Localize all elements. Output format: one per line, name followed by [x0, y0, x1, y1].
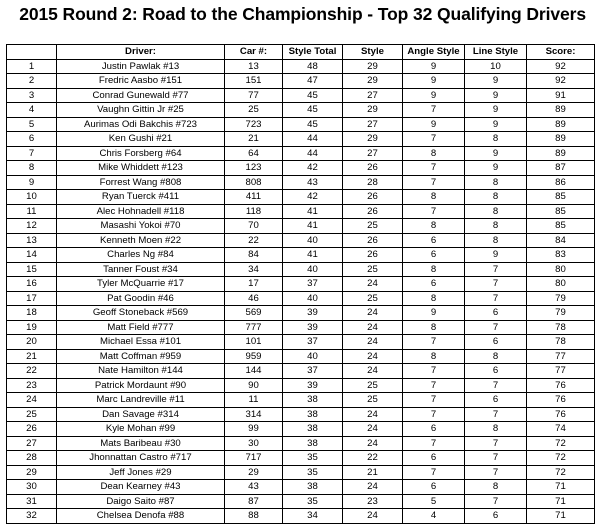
- table-row: [7, 175, 595, 190]
- line-style-cell: 8: [465, 175, 527, 190]
- line-style-cell: 9: [465, 248, 527, 263]
- table-row: [7, 436, 595, 451]
- rank-cell: 26: [7, 422, 57, 437]
- table-row: [7, 422, 595, 437]
- style-cell: 24: [343, 422, 403, 437]
- car-number-cell: 13: [225, 59, 283, 74]
- car-number-cell: 87: [225, 494, 283, 509]
- rank-cell: 1: [7, 59, 57, 74]
- style-total-cell: 34: [283, 509, 343, 524]
- rank-cell: 30: [7, 480, 57, 495]
- style-total-cell: 41: [283, 248, 343, 263]
- car-number-cell: 11: [225, 393, 283, 408]
- car-number-cell: 17: [225, 277, 283, 292]
- style-total-cell: 40: [283, 349, 343, 364]
- line-style-cell: 9: [465, 117, 527, 132]
- angle-style-cell: 7: [403, 175, 465, 190]
- table-row: [7, 378, 595, 393]
- car-number-cell: 77: [225, 88, 283, 103]
- line-style-header: Line Style: [465, 45, 527, 60]
- angle-style-cell: 7: [403, 436, 465, 451]
- angle-style-cell: 8: [403, 291, 465, 306]
- rank-cell: 18: [7, 306, 57, 321]
- style-cell: 21: [343, 465, 403, 480]
- table-row: [7, 349, 595, 364]
- car-number-cell: 569: [225, 306, 283, 321]
- score-cell: 89: [527, 146, 595, 161]
- rank-cell: 12: [7, 219, 57, 234]
- score-cell: 74: [527, 422, 595, 437]
- table-row: [7, 161, 595, 176]
- driver-cell: Chelsea Denofa #88: [57, 509, 225, 524]
- score-cell: 79: [527, 291, 595, 306]
- driver-cell: Tyler McQuarrie #17: [57, 277, 225, 292]
- style-cell: 26: [343, 190, 403, 205]
- style-cell: 23: [343, 494, 403, 509]
- table-row: [7, 59, 595, 74]
- score-cell: 72: [527, 465, 595, 480]
- car-number-cell: 723: [225, 117, 283, 132]
- score-cell: 77: [527, 364, 595, 379]
- style-cell: 27: [343, 88, 403, 103]
- style-total-cell: 38: [283, 407, 343, 422]
- angle-style-cell: 6: [403, 277, 465, 292]
- score-cell: 72: [527, 451, 595, 466]
- score-cell: 92: [527, 74, 595, 89]
- angle-style-cell: 5: [403, 494, 465, 509]
- style-cell: 28: [343, 175, 403, 190]
- driver-cell: Vaughn Gittin Jr #25: [57, 103, 225, 118]
- score-cell: 71: [527, 509, 595, 524]
- driver-cell: Mats Baribeau #30: [57, 436, 225, 451]
- rank-cell: 2: [7, 74, 57, 89]
- driver-cell: Jeff Jones #29: [57, 465, 225, 480]
- style-cell: 22: [343, 451, 403, 466]
- car-number-cell: 46: [225, 291, 283, 306]
- car-number-cell: 959: [225, 349, 283, 364]
- driver-cell: Nate Hamilton #144: [57, 364, 225, 379]
- car-number-cell: 99: [225, 422, 283, 437]
- table-row: [7, 480, 595, 495]
- style-total-cell: 45: [283, 117, 343, 132]
- rank-cell: 11: [7, 204, 57, 219]
- driver-cell: Jhonnattan Castro #717: [57, 451, 225, 466]
- line-style-cell: 9: [465, 146, 527, 161]
- angle-style-cell: 7: [403, 103, 465, 118]
- angle-style-cell: 7: [403, 393, 465, 408]
- style-cell: 24: [343, 277, 403, 292]
- rank-cell: 23: [7, 378, 57, 393]
- car-number-cell: 84: [225, 248, 283, 263]
- style-total-cell: 47: [283, 74, 343, 89]
- angle-style-cell: 8: [403, 219, 465, 234]
- line-style-cell: 8: [465, 204, 527, 219]
- style-total-cell: 42: [283, 161, 343, 176]
- style-cell: 26: [343, 161, 403, 176]
- car-number-cell: 34: [225, 262, 283, 277]
- angle-style-cell: 9: [403, 74, 465, 89]
- style-cell: 29: [343, 132, 403, 147]
- table-row: [7, 277, 595, 292]
- rank-cell: 32: [7, 509, 57, 524]
- rank-header: [7, 45, 57, 60]
- style-total-cell: 35: [283, 494, 343, 509]
- rank-cell: 25: [7, 407, 57, 422]
- style-total-cell: 37: [283, 364, 343, 379]
- style-total-cell: 38: [283, 422, 343, 437]
- rank-cell: 29: [7, 465, 57, 480]
- style-header: Style: [343, 45, 403, 60]
- line-style-cell: 8: [465, 480, 527, 495]
- style-total-cell: 44: [283, 146, 343, 161]
- angle-style-cell: 7: [403, 378, 465, 393]
- driver-cell: Forrest Wang #808: [57, 175, 225, 190]
- car-number-cell: 717: [225, 451, 283, 466]
- rank-cell: 27: [7, 436, 57, 451]
- driver-cell: Marc Landreville #11: [57, 393, 225, 408]
- driver-cell: Pat Goodin #46: [57, 291, 225, 306]
- score-cell: 78: [527, 335, 595, 350]
- driver-cell: Justin Pawlak #13: [57, 59, 225, 74]
- line-style-cell: 8: [465, 422, 527, 437]
- style-cell: 24: [343, 480, 403, 495]
- style-cell: 26: [343, 248, 403, 263]
- rank-cell: 14: [7, 248, 57, 263]
- table-row: [7, 248, 595, 263]
- score-cell: 87: [527, 161, 595, 176]
- car-number-cell: 43: [225, 480, 283, 495]
- rank-cell: 6: [7, 132, 57, 147]
- line-style-cell: 9: [465, 161, 527, 176]
- score-cell: 89: [527, 132, 595, 147]
- score-cell: 80: [527, 262, 595, 277]
- angle-style-cell: 7: [403, 161, 465, 176]
- rank-cell: 9: [7, 175, 57, 190]
- style-total-cell: 45: [283, 103, 343, 118]
- style-total-cell: 38: [283, 393, 343, 408]
- angle-style-cell: 9: [403, 88, 465, 103]
- style-total-cell: 37: [283, 335, 343, 350]
- driver-cell: Dan Savage #314: [57, 407, 225, 422]
- car-number-cell: 777: [225, 320, 283, 335]
- line-style-cell: 6: [465, 364, 527, 379]
- score-cell: 85: [527, 204, 595, 219]
- style-total-cell: 37: [283, 277, 343, 292]
- line-style-cell: 7: [465, 436, 527, 451]
- rank-cell: 5: [7, 117, 57, 132]
- line-style-cell: 8: [465, 190, 527, 205]
- angle-style-cell: 9: [403, 306, 465, 321]
- style-total-cell: 35: [283, 451, 343, 466]
- style-cell: 24: [343, 364, 403, 379]
- table-row: [7, 117, 595, 132]
- style-cell: 25: [343, 219, 403, 234]
- style-total-cell: 40: [283, 233, 343, 248]
- style-cell: 24: [343, 509, 403, 524]
- driver-cell: Aurimas Odi Bakchis #723: [57, 117, 225, 132]
- score-cell: 71: [527, 494, 595, 509]
- rank-cell: 20: [7, 335, 57, 350]
- line-style-cell: 7: [465, 378, 527, 393]
- line-style-cell: 7: [465, 494, 527, 509]
- style-total-cell: 38: [283, 480, 343, 495]
- rank-cell: 8: [7, 161, 57, 176]
- style-total-cell: 39: [283, 320, 343, 335]
- table-row: [7, 306, 595, 321]
- driver-cell: Masashi Yokoi #70: [57, 219, 225, 234]
- style-total-cell: 35: [283, 465, 343, 480]
- angle-style-cell: 6: [403, 480, 465, 495]
- car-number-cell: 123: [225, 161, 283, 176]
- score-cell: 83: [527, 248, 595, 263]
- style-cell: 24: [343, 436, 403, 451]
- driver-cell: Conrad Gunewald #77: [57, 88, 225, 103]
- table-row: [7, 320, 595, 335]
- car-number-cell: 70: [225, 219, 283, 234]
- line-style-cell: 9: [465, 103, 527, 118]
- driver-cell: Matt Coffman #959: [57, 349, 225, 364]
- driver-cell: Patrick Mordaunt #90: [57, 378, 225, 393]
- rank-cell: 3: [7, 88, 57, 103]
- table-row: [7, 262, 595, 277]
- table-row: [7, 494, 595, 509]
- table-row: [7, 451, 595, 466]
- car-number-cell: 808: [225, 175, 283, 190]
- table-row: [7, 219, 595, 234]
- angle-style-cell: 9: [403, 59, 465, 74]
- line-style-cell: 8: [465, 132, 527, 147]
- style-cell: 26: [343, 204, 403, 219]
- style-total-cell: 48: [283, 59, 343, 74]
- line-style-cell: 6: [465, 393, 527, 408]
- rank-cell: 16: [7, 277, 57, 292]
- car-number-cell: 101: [225, 335, 283, 350]
- driver-cell: Charles Ng #84: [57, 248, 225, 263]
- driver-cell: Fredric Aasbo #151: [57, 74, 225, 89]
- table-row: [7, 146, 595, 161]
- style-cell: 26: [343, 233, 403, 248]
- style-total-cell: 42: [283, 190, 343, 205]
- table-row: [7, 204, 595, 219]
- line-style-cell: 7: [465, 320, 527, 335]
- car-number-cell: 411: [225, 190, 283, 205]
- angle-style-cell: 6: [403, 422, 465, 437]
- car-number-cell: 30: [225, 436, 283, 451]
- driver-cell: Ryan Tuerck #411: [57, 190, 225, 205]
- score-header: Score:: [527, 45, 595, 60]
- score-cell: 84: [527, 233, 595, 248]
- car-number-cell: 25: [225, 103, 283, 118]
- page-title: 2015 Round 2: Road to the Championship - Top 32 Qualifying Drivers: [19, 4, 586, 24]
- line-style-cell: 6: [465, 306, 527, 321]
- angle-style-cell: 9: [403, 117, 465, 132]
- style-cell: 29: [343, 59, 403, 74]
- style-total-header: Style Total: [283, 45, 343, 60]
- car-number-cell: 21: [225, 132, 283, 147]
- rank-cell: 28: [7, 451, 57, 466]
- style-total-cell: 39: [283, 306, 343, 321]
- driver-cell: Michael Essa #101: [57, 335, 225, 350]
- style-total-cell: 45: [283, 88, 343, 103]
- style-cell: 24: [343, 320, 403, 335]
- driver-cell: Geoff Stoneback #569: [57, 306, 225, 321]
- style-total-cell: 41: [283, 219, 343, 234]
- style-cell: 24: [343, 407, 403, 422]
- rank-cell: 22: [7, 364, 57, 379]
- driver-cell: Ken Gushi #21: [57, 132, 225, 147]
- angle-style-cell: 8: [403, 349, 465, 364]
- angle-style-cell: 8: [403, 262, 465, 277]
- style-total-cell: 44: [283, 132, 343, 147]
- car-number-cell: 64: [225, 146, 283, 161]
- driver-header: Driver:: [57, 45, 225, 60]
- angle-style-cell: 6: [403, 451, 465, 466]
- car-number-cell: 118: [225, 204, 283, 219]
- line-style-cell: 7: [465, 291, 527, 306]
- driver-cell: Dean Kearney #43: [57, 480, 225, 495]
- style-cell: 25: [343, 393, 403, 408]
- score-cell: 76: [527, 378, 595, 393]
- line-style-cell: 7: [465, 465, 527, 480]
- table-row: [7, 393, 595, 408]
- table-row: [7, 335, 595, 350]
- style-cell: 29: [343, 74, 403, 89]
- car-number-cell: 90: [225, 378, 283, 393]
- car-number-cell: 151: [225, 74, 283, 89]
- car-number-cell: 88: [225, 509, 283, 524]
- style-total-cell: 43: [283, 175, 343, 190]
- line-style-cell: 8: [465, 349, 527, 364]
- table-row: [7, 364, 595, 379]
- table-row: [7, 407, 595, 422]
- score-cell: 92: [527, 59, 595, 74]
- car-number-header: Car #:: [225, 45, 283, 60]
- car-number-cell: 22: [225, 233, 283, 248]
- score-cell: 78: [527, 320, 595, 335]
- style-total-cell: 39: [283, 378, 343, 393]
- line-style-cell: 9: [465, 88, 527, 103]
- style-total-cell: 38: [283, 436, 343, 451]
- driver-cell: Tanner Foust #34: [57, 262, 225, 277]
- style-cell: 27: [343, 146, 403, 161]
- style-cell: 25: [343, 291, 403, 306]
- score-cell: 72: [527, 436, 595, 451]
- rank-cell: 17: [7, 291, 57, 306]
- qualifying-table: [6, 44, 595, 524]
- line-style-cell: 9: [465, 74, 527, 89]
- driver-cell: Matt Field #777: [57, 320, 225, 335]
- style-total-cell: 40: [283, 291, 343, 306]
- rank-cell: 19: [7, 320, 57, 335]
- rank-cell: 10: [7, 190, 57, 205]
- table-row: [7, 509, 595, 524]
- score-cell: 76: [527, 407, 595, 422]
- style-cell: 27: [343, 117, 403, 132]
- score-cell: 91: [527, 88, 595, 103]
- line-style-cell: 7: [465, 262, 527, 277]
- line-style-cell: 6: [465, 509, 527, 524]
- line-style-cell: 6: [465, 335, 527, 350]
- score-cell: 71: [527, 480, 595, 495]
- angle-style-cell: 7: [403, 132, 465, 147]
- line-style-cell: 8: [465, 219, 527, 234]
- angle-style-cell: 7: [403, 335, 465, 350]
- score-cell: 76: [527, 393, 595, 408]
- table-row: [7, 132, 595, 147]
- line-style-cell: 7: [465, 277, 527, 292]
- driver-cell: Alec Hohnadell #118: [57, 204, 225, 219]
- driver-cell: Chris Forsberg #64: [57, 146, 225, 161]
- angle-style-cell: 6: [403, 233, 465, 248]
- angle-style-cell: 8: [403, 320, 465, 335]
- table-row: [7, 190, 595, 205]
- score-cell: 85: [527, 190, 595, 205]
- car-number-cell: 144: [225, 364, 283, 379]
- style-total-cell: 41: [283, 204, 343, 219]
- driver-cell: Kyle Mohan #99: [57, 422, 225, 437]
- style-cell: 25: [343, 378, 403, 393]
- style-cell: 29: [343, 103, 403, 118]
- rank-cell: 15: [7, 262, 57, 277]
- style-cell: 24: [343, 306, 403, 321]
- score-cell: 89: [527, 117, 595, 132]
- angle-style-cell: 7: [403, 407, 465, 422]
- rank-cell: 4: [7, 103, 57, 118]
- car-number-cell: 314: [225, 407, 283, 422]
- angle-style-cell: 7: [403, 364, 465, 379]
- rank-cell: 31: [7, 494, 57, 509]
- angle-style-header: Angle Style: [403, 45, 465, 60]
- style-cell: 24: [343, 335, 403, 350]
- angle-style-cell: 7: [403, 204, 465, 219]
- table-row: [7, 88, 595, 103]
- driver-cell: Kenneth Moen #22: [57, 233, 225, 248]
- line-style-cell: 10: [465, 59, 527, 74]
- table-row: [7, 233, 595, 248]
- score-cell: 79: [527, 306, 595, 321]
- score-cell: 77: [527, 349, 595, 364]
- score-cell: 85: [527, 219, 595, 234]
- angle-style-cell: 6: [403, 248, 465, 263]
- line-style-cell: 8: [465, 233, 527, 248]
- rank-cell: 21: [7, 349, 57, 364]
- table-row: [7, 291, 595, 306]
- style-cell: 25: [343, 262, 403, 277]
- angle-style-cell: 7: [403, 465, 465, 480]
- score-cell: 86: [527, 175, 595, 190]
- car-number-cell: 29: [225, 465, 283, 480]
- rank-cell: 24: [7, 393, 57, 408]
- table-row: [7, 103, 595, 118]
- line-style-cell: 7: [465, 451, 527, 466]
- header-row: [7, 45, 595, 60]
- table-row: [7, 74, 595, 89]
- score-cell: 80: [527, 277, 595, 292]
- angle-style-cell: 8: [403, 146, 465, 161]
- rank-cell: 13: [7, 233, 57, 248]
- angle-style-cell: 8: [403, 190, 465, 205]
- style-total-cell: 40: [283, 262, 343, 277]
- style-cell: 24: [343, 349, 403, 364]
- angle-style-cell: 4: [403, 509, 465, 524]
- line-style-cell: 7: [465, 407, 527, 422]
- score-cell: 89: [527, 103, 595, 118]
- rank-cell: 7: [7, 146, 57, 161]
- table-row: [7, 465, 595, 480]
- driver-cell: Daigo Saito #87: [57, 494, 225, 509]
- driver-cell: Mike Whiddett #123: [57, 161, 225, 176]
